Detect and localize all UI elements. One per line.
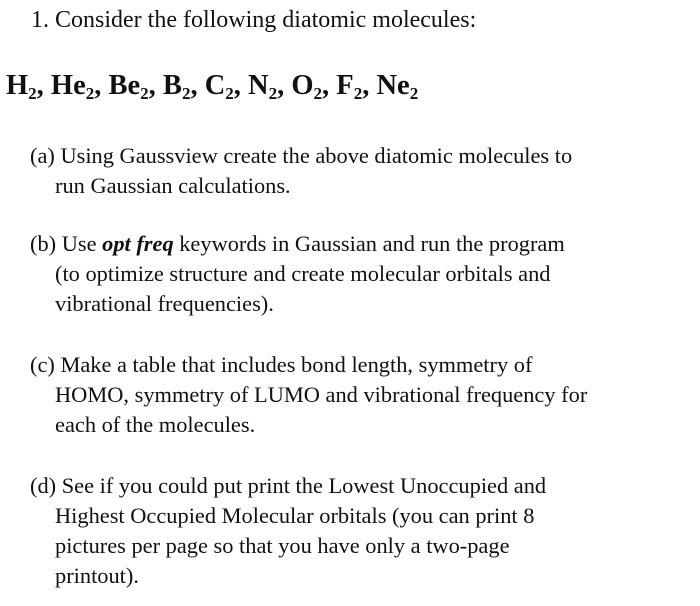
molecule-symbol: Ne <box>376 70 410 101</box>
part-d-line-4: printout). <box>55 563 139 588</box>
molecule-separator: , <box>322 70 337 101</box>
molecule-n2 <box>248 70 277 101</box>
molecule-ne2 <box>376 70 418 101</box>
molecule-h2 <box>6 70 37 101</box>
molecule-symbol: N <box>248 70 269 101</box>
part-b-line-1-post: keywords in Gaussian and run the program <box>173 231 565 256</box>
part-b-line-1 <box>30 229 680 259</box>
molecule-subscript: 2 <box>268 84 278 103</box>
molecule-separator: , <box>233 70 249 101</box>
part-b-keywords: opt freq <box>102 231 174 256</box>
molecule-o2 <box>291 70 322 101</box>
molecule-subscript: 2 <box>181 84 191 103</box>
part-d-line-3: pictures per page so that you have only a two-page <box>55 533 510 558</box>
molecule-he2 <box>51 70 94 101</box>
molecule-subscript: 2 <box>313 84 323 103</box>
molecule-f2 <box>336 70 362 101</box>
part-a <box>30 141 680 201</box>
part-b-line-3: vibrational frequencies). <box>55 291 274 316</box>
molecule-separator: , <box>148 70 163 101</box>
molecule-c2 <box>205 70 234 101</box>
part-d-line-1: (d) See if you could put print the Lowest Unoccupied and <box>30 473 547 498</box>
part-c-line-1: (c) Make a table that includes bond length, symmetry of <box>30 352 533 377</box>
part-d <box>30 471 680 591</box>
part-c <box>30 350 680 440</box>
molecule-symbol: C <box>204 70 226 101</box>
part-c-line-2: HOMO, symmetry of LUMO and vibrational frequency for <box>55 382 588 407</box>
part-a-line-1: (a) Using Gaussview create the above diatomic molecules to <box>30 143 573 168</box>
molecule-separator: , <box>362 70 377 101</box>
molecule-symbol: He <box>50 70 86 101</box>
part-d-line-2: Highest Occupied Molecular orbitals (you can print 8 <box>55 503 535 528</box>
molecule-separator: , <box>94 70 109 101</box>
molecule-subscript: 2 <box>140 84 149 103</box>
molecule-list <box>6 66 418 106</box>
molecule-subscript: 2 <box>28 84 37 103</box>
part-b-line-2: (to optimize structure and create molecular orbitals and <box>55 261 551 286</box>
molecule-separator: , <box>277 70 292 101</box>
part-b <box>30 229 680 319</box>
molecule-be2 <box>109 70 149 101</box>
part-b-line-1-pre: (b) Use <box>30 231 103 256</box>
molecule-symbol: B <box>162 70 182 101</box>
molecule-separator: , <box>36 70 51 101</box>
molecule-symbol: O <box>291 70 314 101</box>
molecule-subscript: 2 <box>85 84 95 103</box>
molecule-symbol: Be <box>108 70 141 101</box>
part-a-line-2: run Gaussian calculations. <box>55 173 291 198</box>
molecule-subscript: 2 <box>409 84 419 103</box>
molecule-b2 <box>163 70 191 101</box>
molecule-symbol: F <box>336 70 354 101</box>
question-title: 1. Consider the following diatomic molecules: <box>31 7 477 33</box>
molecule-subscript: 2 <box>353 84 363 103</box>
part-c-line-3: each of the molecules. <box>55 412 256 437</box>
molecule-subscript: 2 <box>225 84 234 103</box>
molecule-separator: , <box>190 70 205 101</box>
molecule-symbol: H <box>6 70 29 101</box>
